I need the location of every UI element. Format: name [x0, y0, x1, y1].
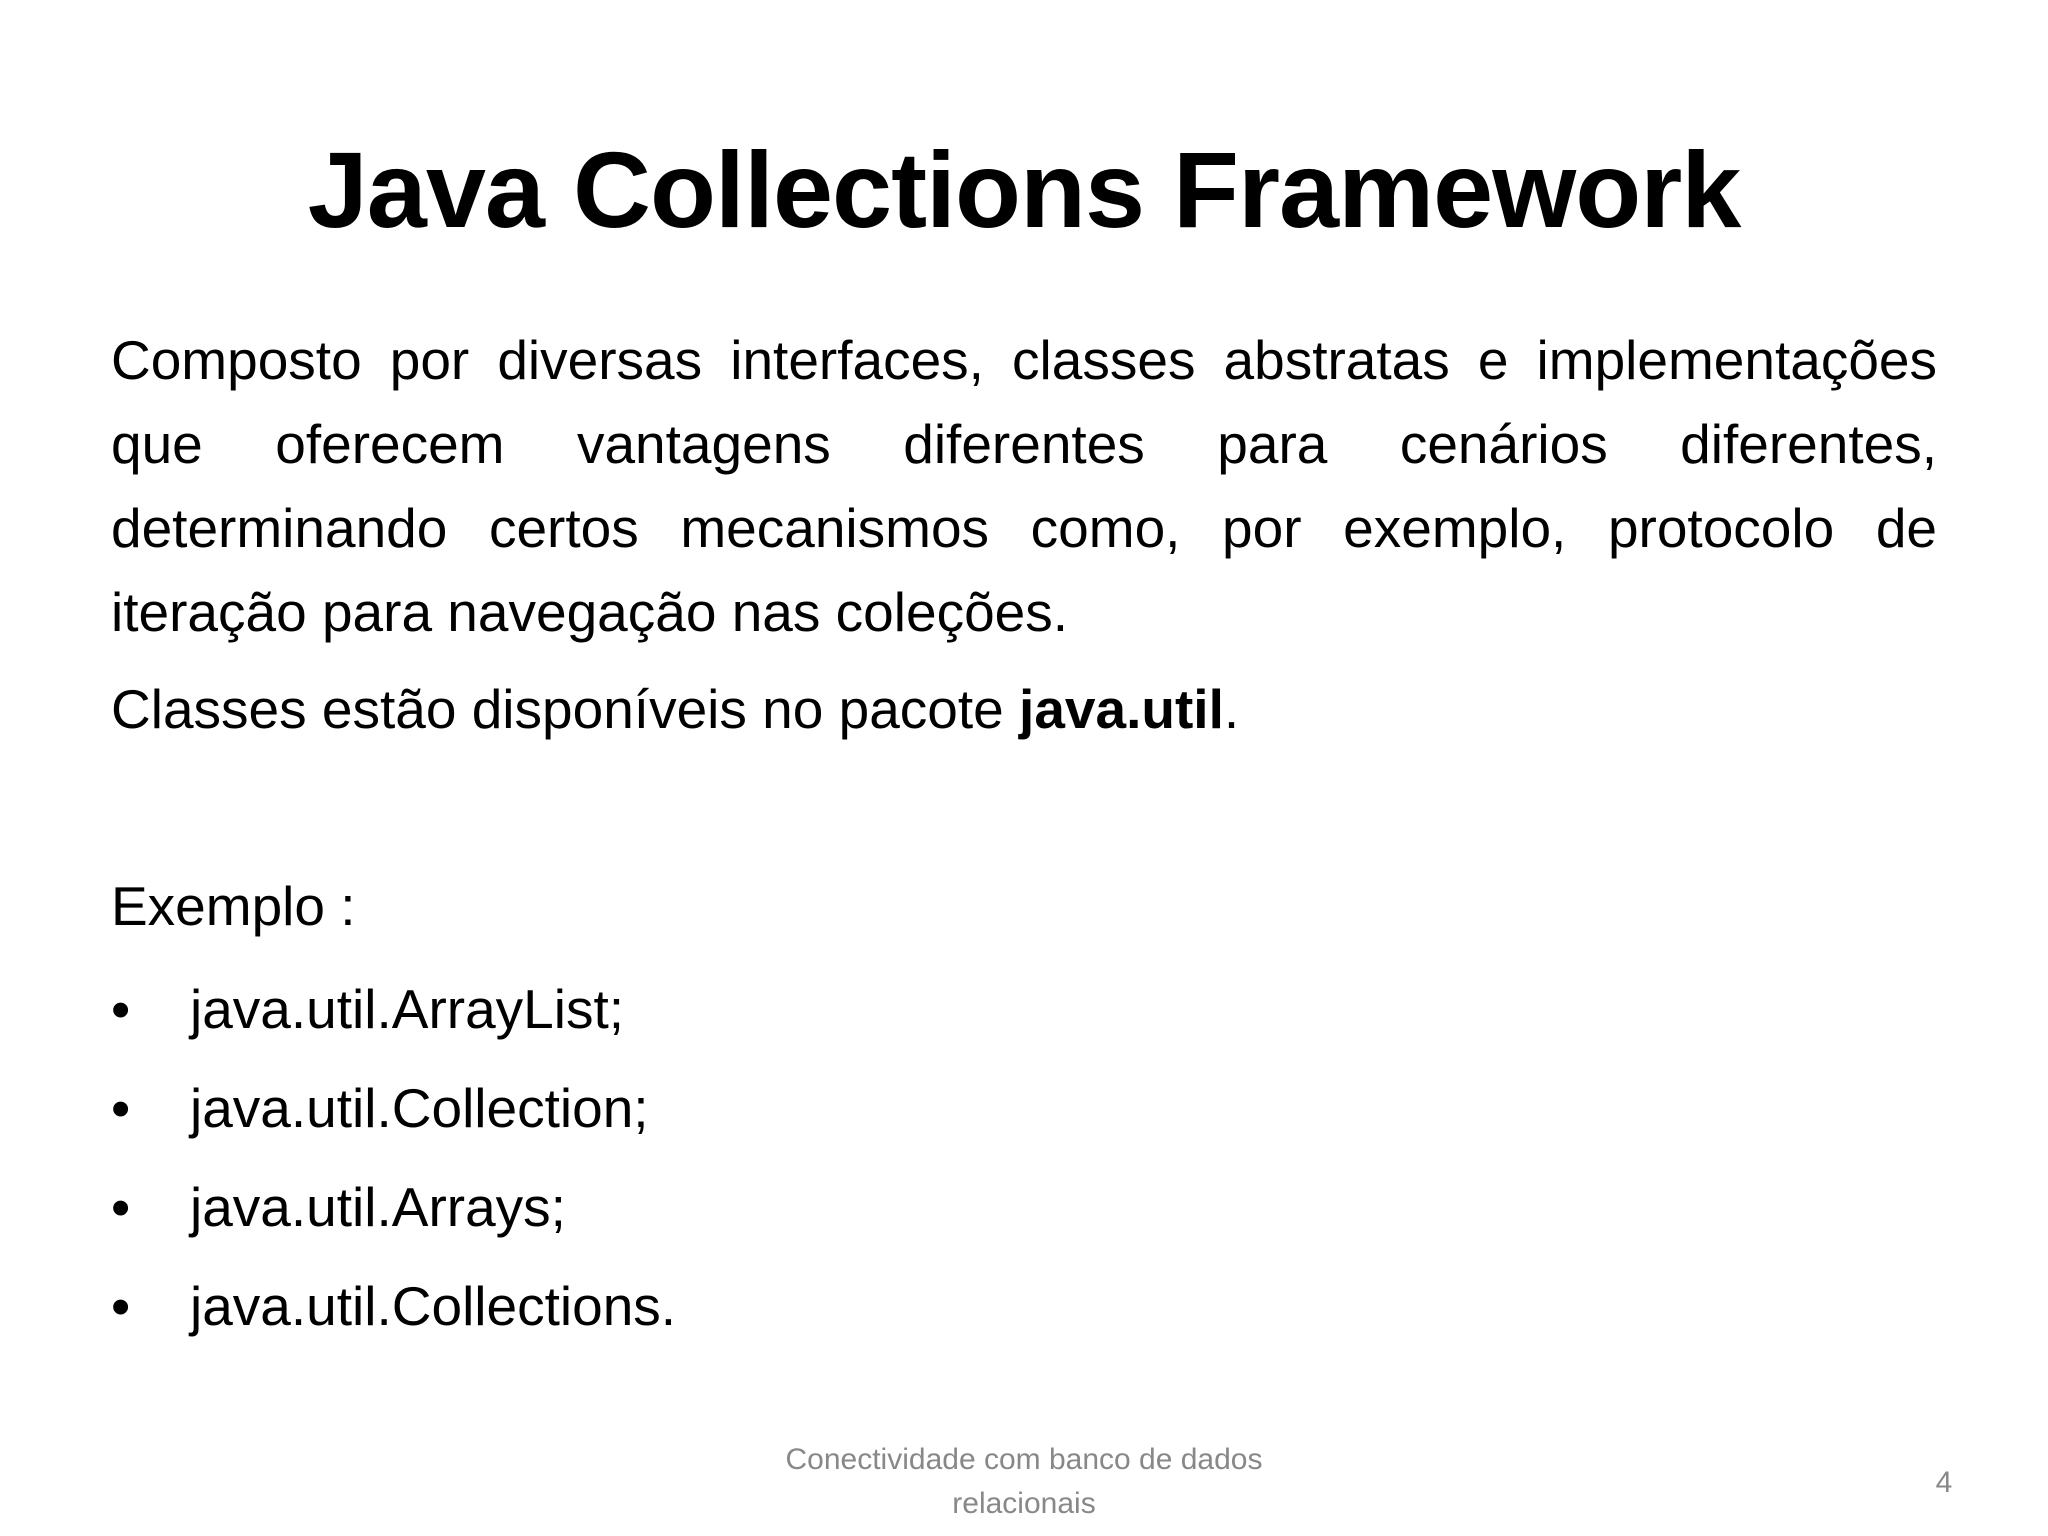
- list-item: [111, 1158, 1937, 1257]
- example-label: Exemplo :: [111, 875, 356, 937]
- list-item-text: java.util.Collections.: [190, 1275, 677, 1337]
- slide-title: Java Collections Framework: [307, 129, 1741, 250]
- footer-line-1: Conectividade com banco de dados: [785, 1443, 1263, 1476]
- list-item-text: java.util.Collection;: [190, 1077, 649, 1139]
- list-item-text: java.util.Arrays;: [190, 1176, 566, 1238]
- intro-paragraph: Composto por diversas interfaces, classes abstratas e implementações que oferecem vantagens diferentes para cenários diferentes, determinando certos mecanismos como, por exemplo, protocolo de iteração para navegação nas coleções.: [111, 329, 1937, 643]
- bullet-icon: •: [111, 1275, 131, 1337]
- footer-line-2: relacionais: [952, 1487, 1096, 1520]
- bullet-icon: •: [111, 1077, 131, 1139]
- classes-suffix: .: [1223, 678, 1240, 740]
- slide-footer: [744, 1438, 1304, 1526]
- list-item: [111, 1257, 1937, 1356]
- bullet-icon: •: [111, 978, 131, 1040]
- package-name: java.util: [1019, 678, 1224, 740]
- example-list: [111, 960, 1937, 1356]
- list-item: [111, 1059, 1937, 1158]
- slide-number: 4: [1935, 1466, 1953, 1499]
- classes-prefix: Classes estão disponíveis no pacote: [111, 678, 1020, 740]
- slide-content: [111, 318, 1937, 1356]
- classes-paragraph: [111, 667, 1937, 751]
- list-item: [111, 960, 1937, 1059]
- bullet-icon: •: [111, 1176, 131, 1238]
- list-item-text: java.util.ArrayList;: [190, 978, 625, 1040]
